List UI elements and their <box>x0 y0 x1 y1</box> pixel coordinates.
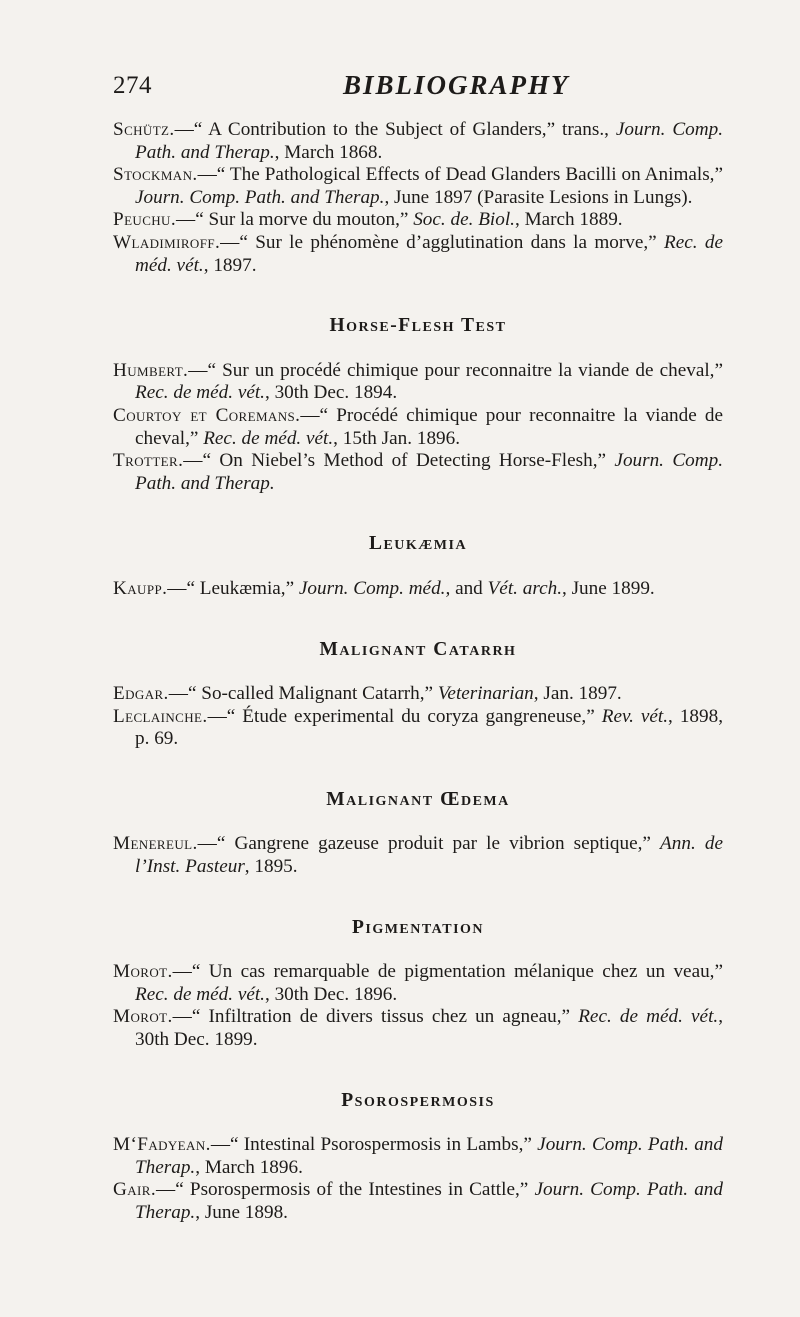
entry-title: —“ Gangrene gazeuse produit par le vibrion septique,” <box>197 833 661 855</box>
entry-source: Rec. de méd. vét. <box>135 231 723 276</box>
entry-title: —“ Procédé chimique pour reconnaitre la viande de cheval,” <box>135 404 723 449</box>
entry-tail-secondary: , June 1899. <box>562 577 655 599</box>
section-heading: Horse-Flesh Test <box>329 315 507 337</box>
entry-title: —“ Leukæmia,” <box>167 577 299 599</box>
entry-source: Journ. Comp. Path. and Therap. <box>135 1179 723 1223</box>
entry-title: —“ Sur la morve du mouton,” <box>176 209 414 231</box>
entry-author: Edgar. <box>113 683 169 705</box>
section-heading: Leukæmia <box>368 533 468 555</box>
entry-source: Soc. de. Biol. <box>413 209 515 231</box>
bibliography-entry <box>113 833 723 878</box>
bibliography-entry <box>113 706 723 751</box>
entry-author: Morot. <box>113 961 173 983</box>
bibliography-section <box>113 315 723 495</box>
entry-tail: , March 1868. <box>274 141 383 163</box>
page-number: 274 <box>113 72 152 99</box>
running-title: BIBLIOGRAPHY <box>343 70 570 100</box>
entry-tail: , March 1896. <box>195 1156 303 1178</box>
entry-tail: and <box>450 577 488 599</box>
entry-author: Kaupp. <box>113 577 168 599</box>
entry-source-secondary: Vét. arch. <box>487 577 562 599</box>
bibliography-section <box>113 917 723 1052</box>
entry-source: Rec. de méd. vét. <box>135 983 265 1005</box>
entry-tail: , 1897. <box>203 254 257 276</box>
section-heading: Malignant Catarrh <box>319 638 517 660</box>
entry-source: Ann. de l’Inst. Pasteur <box>135 833 723 878</box>
entry-source: Rev. vét. <box>601 705 669 727</box>
entry-source: Journ. Comp. Path. and Therap. <box>135 119 724 163</box>
bibliography-entry <box>113 232 723 277</box>
entry-author: Gair. <box>113 1179 157 1201</box>
entry-title: —“ Sur le phénomène d’agglutination dans la morve,” <box>220 231 664 253</box>
entry-title: —“ Psorospermosis of the Intestines in Cattle,” <box>156 1179 535 1201</box>
entry-source: Journ. Comp. Path. and Therap. <box>135 186 385 208</box>
bibliography-entry <box>113 1179 723 1224</box>
bibliography-section <box>113 119 723 277</box>
entry-author: Wladimiroff. <box>113 231 221 253</box>
entry-source: Rec. de méd. vét. <box>203 427 334 449</box>
entry-source: Rec. de méd. vét. <box>135 382 265 404</box>
entry-author: Courtoy et Coremans. <box>113 404 301 426</box>
entry-tail: , Jan. 1897. <box>533 683 622 705</box>
entry-tail: , March 1889. <box>514 209 623 231</box>
entry-tail: , 1898, p. 69. <box>135 705 724 750</box>
bibliography-section <box>113 639 723 751</box>
entry-title: —“ Étude experimental du coryza gangreneuse,” <box>207 705 602 727</box>
entry-author: Peuchu. <box>113 209 177 231</box>
bibliography-entry <box>113 1006 723 1051</box>
entry-title: —“ Un cas remarquable de pigmentation mélanique chez un veau,” <box>172 961 723 983</box>
entry-tail: , 1895. <box>244 856 298 878</box>
bibliography-section <box>113 789 723 879</box>
bibliography-entry <box>113 578 723 601</box>
entry-author: Morot. <box>113 1006 173 1028</box>
entry-title: —“ The Pathological Effects of Dead Glanders Bacilli on Animals,” <box>197 164 723 186</box>
entry-title: —“ So-called Malignant Catarrh,” <box>168 683 438 705</box>
entry-source: Journ. Comp. Path. and Therap. <box>135 1134 723 1178</box>
entry-author: Trotter. <box>113 450 184 472</box>
entry-tail: , 30th Dec. 1896. <box>264 983 398 1005</box>
entry-tail: , 30th Dec. 1894. <box>264 382 398 404</box>
entry-author: Stockman. <box>113 164 198 186</box>
bibliography-entry <box>113 405 723 450</box>
entry-title: —“ A Contribution to the Subject of Glanders,” trans., <box>174 119 616 140</box>
bibliography-entry <box>113 961 723 1006</box>
entry-tail: , June 1897 (Parasite Lesions in Lungs). <box>384 186 693 208</box>
running-head <box>113 72 720 112</box>
entry-source: Journ. Comp. Path. and Therap. <box>135 450 724 494</box>
entry-tail: , 30th Dec. 1899. <box>135 1006 723 1051</box>
entry-title: —“ On Niebel’s Method of Detecting Horse-Flesh,” <box>183 450 615 472</box>
entry-source: Journ. Comp. méd., <box>298 577 451 599</box>
entry-author: Leclainche. <box>113 705 208 727</box>
entry-tail: , 15th Jan. 1896. <box>333 427 461 449</box>
bibliography-section <box>113 1090 723 1225</box>
bibliography-entry <box>113 209 723 232</box>
entry-title: —“ Infiltration de divers tissus chez un agneau,” <box>172 1006 579 1028</box>
entry-author: M‘Fadyean. <box>113 1134 211 1156</box>
entry-author: Schütz. <box>113 119 175 140</box>
entry-author: Humbert. <box>113 359 189 381</box>
bibliography-entry <box>113 164 723 209</box>
section-heading: Psorospermosis <box>341 1089 495 1111</box>
bibliography-entry <box>113 360 723 405</box>
entry-title: —“ Intestinal Psorospermosis in Lambs,” <box>210 1134 538 1156</box>
bibliography-content <box>113 119 723 1225</box>
entry-title: —“ Sur un procédé chimique pour reconnaitre la viande de cheval,” <box>188 359 723 381</box>
entry-author: Menereul. <box>113 833 198 855</box>
bibliography-entry <box>113 683 723 706</box>
section-heading: Malignant Œdema <box>326 788 510 810</box>
bibliography-section <box>113 533 723 600</box>
bibliography-entry <box>113 119 723 164</box>
bibliography-entry <box>113 1134 723 1179</box>
section-heading: Pigmentation <box>351 916 485 938</box>
entry-source: Rec. de méd. vét. <box>578 1006 719 1028</box>
bibliography-entry <box>113 450 723 495</box>
entry-tail: , June 1898. <box>195 1202 288 1223</box>
entry-source: Veterinarian <box>437 683 534 705</box>
